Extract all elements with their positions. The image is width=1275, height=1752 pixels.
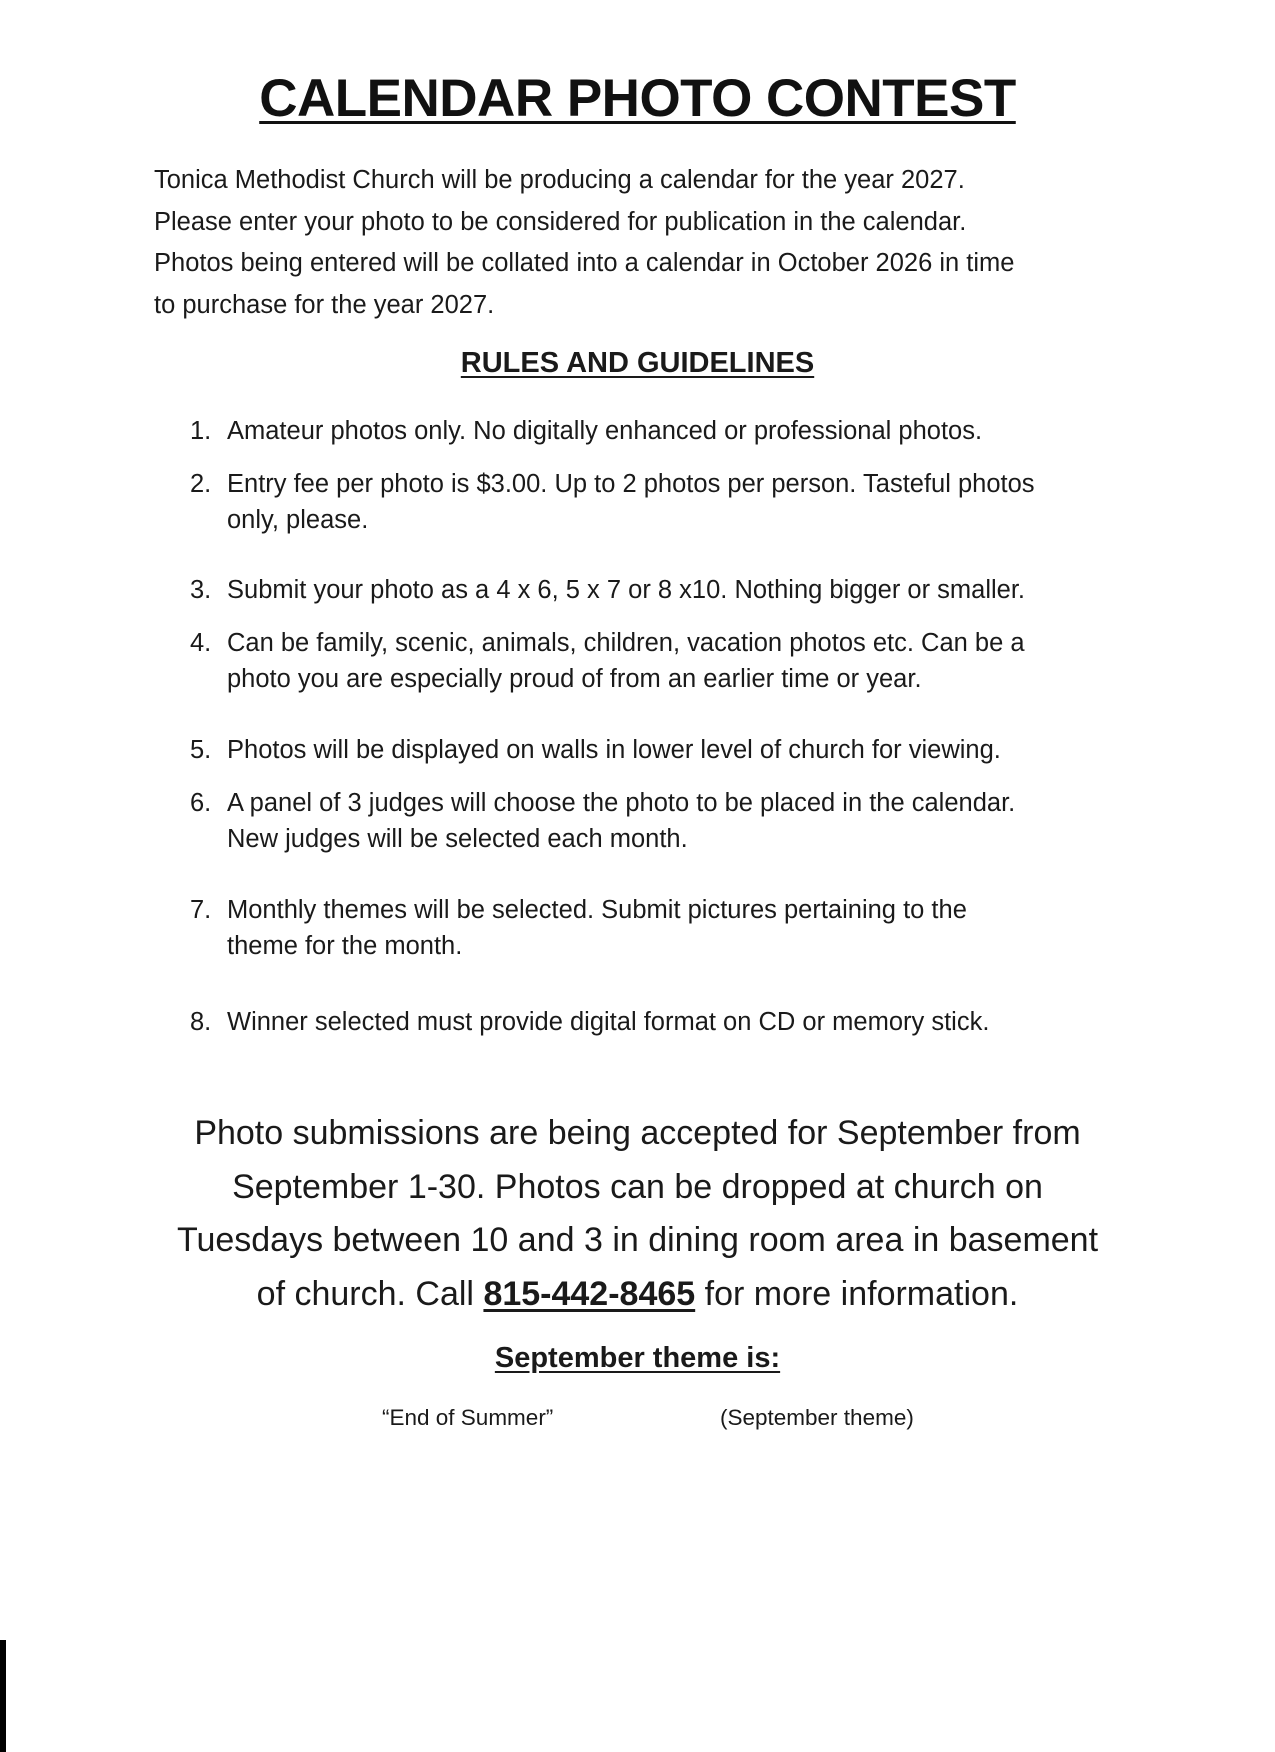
rules-heading: RULES AND GUIDELINES — [460, 347, 815, 379]
rule-number: 4. — [190, 629, 212, 657]
theme-note: (September theme) — [720, 1405, 914, 1430]
intro-line: Photos being entered will be collated into a calendar in October 2026 in time — [154, 249, 1015, 277]
rule-line: Can be family, scenic, animals, children, vacation photos etc. Can be a — [227, 629, 1025, 657]
intro-line: Please enter your photo to be considered for publication in the calendar. — [154, 207, 967, 236]
submission-line: September 1-30. Photos can be dropped at church on — [232, 1167, 1043, 1206]
rule-number: 5. — [190, 736, 212, 764]
rule-line: Entry fee per photo is $3.00. Up to 2 photos per person. Tasteful photos — [227, 470, 1035, 498]
rule-number: 1. — [190, 417, 212, 445]
theme-heading: September theme is: — [494, 1342, 781, 1374]
intro-line: Tonica Methodist Church will be producing a calendar for the year 2027. — [154, 166, 965, 194]
submission-line: of church. Call 815-442-8465 for more information. — [256, 1274, 1019, 1313]
rule-text — [227, 732, 1147, 768]
rule-line: New judges will be selected each month. — [227, 825, 688, 853]
submission-line: Photo submissions are being accepted for September from — [194, 1114, 1081, 1152]
rule-number: 6. — [190, 789, 212, 817]
rule-text — [227, 785, 1147, 857]
rule-line: A panel of 3 judges will choose the photo to be placed in the calendar. — [227, 789, 1016, 817]
page-title: CALENDAR PHOTO CONTEST — [259, 69, 1016, 128]
rule-line: Winner selected must provide digital format on CD or memory stick. — [227, 1008, 990, 1036]
rule-number: 2. — [190, 470, 212, 498]
rule-line: Amateur photos only. No digitally enhanced or professional photos. — [227, 417, 983, 445]
intro-line: to purchase for the year 2027. — [154, 290, 495, 319]
rule-number: 7. — [190, 896, 212, 924]
rule-text — [227, 413, 1147, 449]
rule-text — [227, 625, 1147, 697]
intro-paragraph — [154, 160, 1154, 326]
rule-line: Photos will be displayed on walls in lower level of church for viewing. — [227, 736, 1001, 764]
rule-line: only, please. — [227, 506, 369, 534]
submission-info — [0, 1107, 1275, 1321]
theme-value: “End of Summer” — [382, 1405, 554, 1430]
rule-text — [227, 466, 1147, 538]
rule-line: Monthly themes will be selected. Submit pictures pertaining to the — [227, 896, 967, 924]
submission-line: Tuesdays between 10 and 3 in dining room area in basement — [176, 1221, 1099, 1259]
rule-text — [227, 1004, 1147, 1040]
rule-line: Submit your photo as a 4 x 6, 5 x 7 or 8 x10. Nothing bigger or smaller. — [227, 576, 1026, 604]
scan-edge-mark — [0, 1640, 6, 1752]
rule-text — [227, 892, 1147, 964]
phone-number[interactable]: 815-442-8465 — [483, 1274, 696, 1313]
rule-number: 3. — [190, 576, 212, 604]
rule-line: photo you are especially proud of from an earlier time or year. — [227, 665, 922, 693]
rule-line: theme for the month. — [227, 932, 463, 960]
rule-text — [227, 572, 1147, 608]
rule-number: 8. — [190, 1008, 212, 1036]
